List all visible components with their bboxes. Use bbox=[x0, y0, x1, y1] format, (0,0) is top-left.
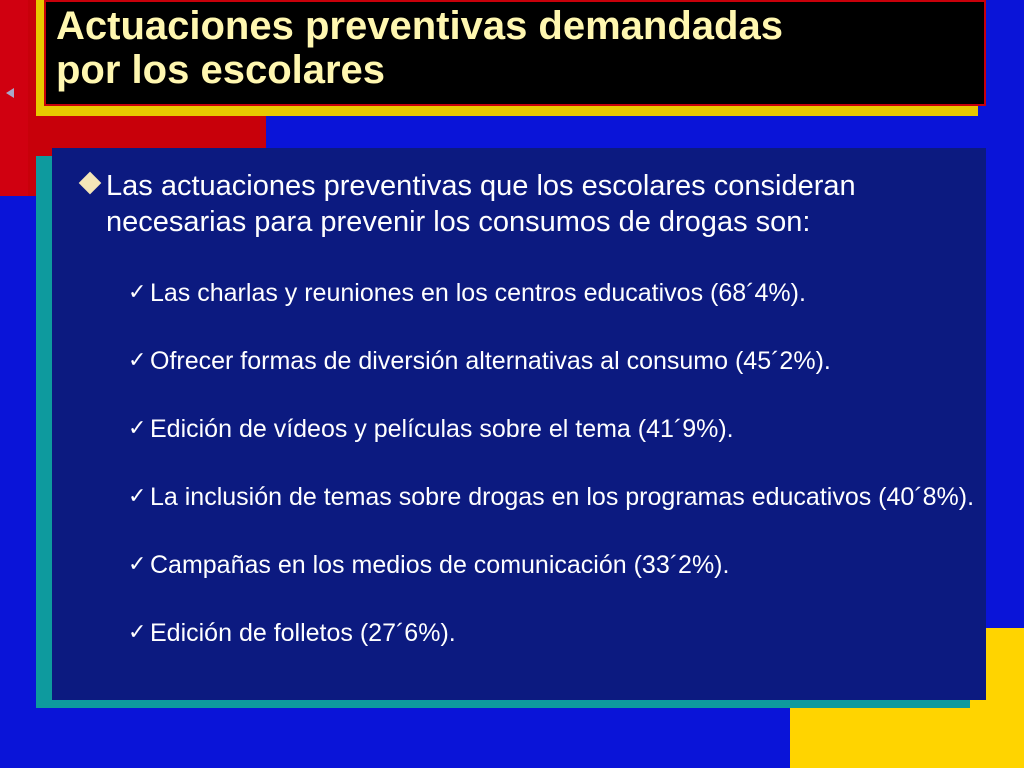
main-bullet-text: Las actuaciones preventivas que los escolares consideran necesarias para prevenir los consumos de drogas son: bbox=[106, 170, 856, 238]
content-card bbox=[52, 148, 986, 700]
list-item bbox=[128, 412, 978, 446]
main-bullet bbox=[76, 168, 956, 240]
check-icon: ✓ bbox=[128, 620, 147, 645]
list-item-text: Las charlas y reuniones en los centros educativos (68´4%). bbox=[150, 279, 806, 307]
list-item bbox=[128, 548, 978, 582]
previous-slide-arrow-icon[interactable] bbox=[6, 88, 14, 98]
check-icon: ✓ bbox=[128, 416, 147, 441]
title-box bbox=[44, 0, 986, 106]
list-item-text: Edición de folletos (27´6%). bbox=[150, 619, 456, 647]
slide-title-line1: Actuaciones preventivas demandadas bbox=[56, 4, 783, 48]
list-item bbox=[128, 344, 978, 378]
slide-title bbox=[56, 4, 976, 92]
check-icon: ✓ bbox=[128, 484, 147, 509]
list-item-text: Edición de vídeos y películas sobre el tema (41´9%). bbox=[150, 415, 734, 443]
list-item bbox=[128, 616, 978, 650]
list-item bbox=[128, 480, 978, 514]
red-decor-strip bbox=[0, 0, 28, 196]
check-icon: ✓ bbox=[128, 280, 147, 305]
list-item-text: Campañas en los medios de comunicación (33´2%). bbox=[150, 551, 730, 579]
slide-title-line2: por los escolares bbox=[56, 48, 386, 92]
preventive-actions-list bbox=[128, 276, 978, 684]
list-item-text: La inclusión de temas sobre drogas en los programas educativos (40´8%). bbox=[150, 483, 975, 511]
list-item-text: Ofrecer formas de diversión alternativas al consumo (45´2%). bbox=[150, 347, 831, 375]
list-item bbox=[128, 276, 978, 310]
check-icon: ✓ bbox=[128, 552, 147, 577]
check-icon: ✓ bbox=[128, 348, 147, 373]
